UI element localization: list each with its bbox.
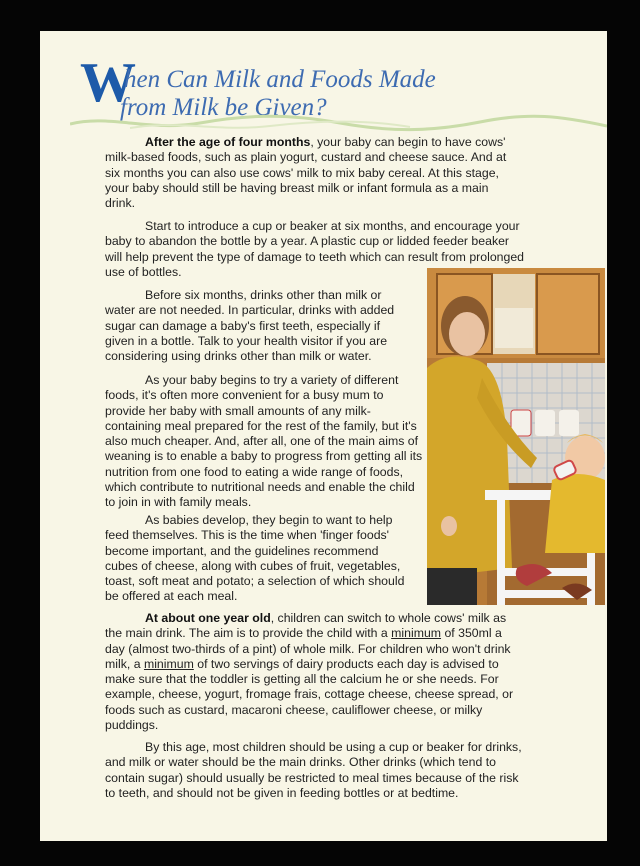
paragraph-2: Start to introduce a cup or beaker at six months, and encourage your baby to abandon the bottle by a year. A plastic cup or lidded feeder beaker will help prevent the type of damage to teeth which can result from prolonged use of bottles.	[105, 219, 525, 279]
paragraph-7: By this age, most children should be using a cup or beaker for drinks, and milk or water should be the main drinks. Other drinks (which tend to contain sugar) should usually be restricted to meal times because of the risk to teeth, and should not be given in feeding bottles or at bedtime.	[105, 740, 522, 800]
decorative-wave	[70, 112, 607, 134]
paragraph-6: At about one year old, children can switch to whole cows' milk as the main drink. The aim is to provide the child with a minimum of 350ml a day (almost two-thirds of a pint) of whole milk. For children who won't drink milk, a minimum of two servings of dairy products each day is advised to make sure that the toddler is getting all the calcium he or she needs. For example, cheese, yogurt, fromage frais, cottage cheese, cheese spread, or foods such as custard, macaroni cheese, cauliflower cheese, or milky puddings.	[105, 611, 514, 733]
paragraph-1-lead: After the age of four months	[145, 135, 311, 149]
paragraph-4: As your baby begins to try a variety of different foods, it's often more convenient for a busy mum to provide her baby with small amounts of any milk-containing meal prepared for the rest of the family, but it's also much cheaper. And, after all, one of the main aims of weaning is to enable a baby to progress from getting all its nutrition from one food to eating a wide range of foods, which contribute to nutritional needs and enable the child to join in with family meals.	[105, 373, 423, 510]
paragraph-1: After the age of four months, your baby can begin to have cows' milk-based foods, such as plain yogurt, custard and cheese sauce. And at six months you can also use cows' milk to mix baby cereal. At this stage, your baby should still be having breast milk or infant formula as a main drink.	[105, 135, 507, 211]
leaflet-page	[40, 31, 607, 841]
title-line-2: from Milk be Given?	[120, 94, 327, 121]
paragraph-3: Before six months, drinks other than milk or water are not needed. In particular, drinks with added sugar can damage a baby's first teeth, especially if given in a bottle. Talk to your health visitor if you are considering using drinks other than milk or water.	[105, 288, 395, 364]
paragraph-6-lead: At about one year old	[145, 611, 271, 625]
paragraph-5: As babies develop, they begin to want to help feed themselves. This is the time when 'finger foods' become important, and the guidelines recommend cubes of cheese, along with cubes of fruit, vegetables, toast, soft meat and potato; a selection of which should be offered at each meal.	[105, 513, 405, 604]
title-drop-cap: W	[80, 52, 136, 114]
mother-feeding-baby-photo	[427, 268, 605, 605]
title-line-1: hen Can Milk and Foods Made	[124, 66, 436, 93]
